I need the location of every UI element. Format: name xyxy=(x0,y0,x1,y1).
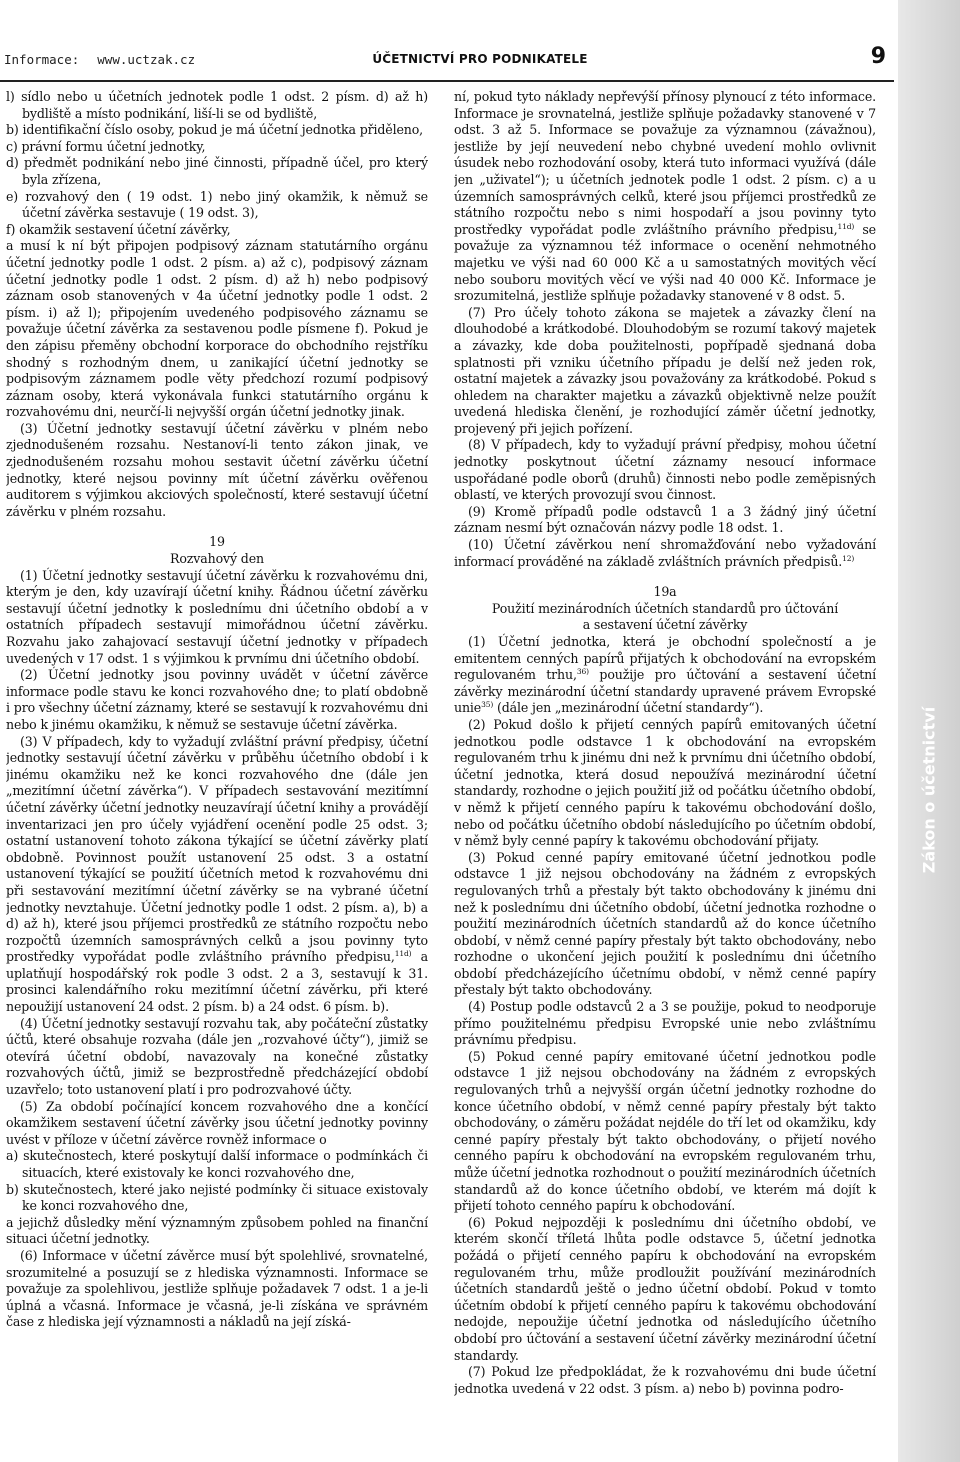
paragraph: (9) Kromě případů podle odstavců 1 a 3 žádný jiný účetní záznam nesmí být označován názvy podle 18 odst. 1. xyxy=(454,503,876,536)
info-label: Informace: xyxy=(4,52,80,67)
paragraph: d) předmět podnikání nebo jiné činnosti, případně účel, pro který byla zřízena, xyxy=(6,155,428,187)
paragraph: (8) V případech, kdy to vyžadují právní předpisy, mohou účetní jednotky poskytnout účetní záznamy nesoucí informace uspořádané podle oborů (druhů) činnosti nebo podle zeměpisných oblastí, ve kterých provozují svou činnost. xyxy=(454,437,876,503)
page-header xyxy=(0,0,960,84)
section-number: 19a xyxy=(653,584,677,600)
paragraph: (4) Postup podle odstavců 2 a 3 se použije, pokud to neodporuje přímo použitelnému předpisu Evropské unie nebo zvláštnímu právnímu předpisu. xyxy=(454,999,876,1048)
paragraph xyxy=(454,537,876,570)
text-run: se považuje za významnou též informace o ocenění nehmotného majetku ve výši nad 60 000 Kč a u samostatných movitých věcí nebo souboru movitých věcí ve výši nad 40 000 Kč. Informace je srozumitelná, jestliže splňuje požadavky stanovené v 8 odst. 5. xyxy=(454,221,876,304)
paragraph: (6) Informace v účetní závěrce musí být spolehlivé, srovnatelné, srozumitelné a posuzují se z hlediska významnosti. Informace se považuje za spolehlivou, jestliže splňuje požadavek 7 odst. 1 a je-li úplná a včasná. Informace je včasná, je-li získána ve správném čase z hlediska její významnosti a nákladů na její získá- xyxy=(6,1247,428,1330)
footnote-ref: 11d) xyxy=(394,949,412,959)
text-run: a uplatňují hospodářský rok podle 3 odst. 2 a 3, sestavují k 31. prosinci kalendářního roku mezitímní účetní závěrku, při které nepoužijí ustanovení 24 odst. 2 písm. b) a 24 odst. 6 písm. b). xyxy=(6,949,428,1015)
publication-title: ÚČETNICTVÍ PRO PODNIKATELE xyxy=(372,52,588,66)
text-run: (3) V případech, kdy to vyžadují zvláštní právní předpisy, účetní jednotky sestavují účetní závěrku v průběhu účetního období i k jinému okamžiku než ke konci rozvahového dne (dále jen „mezitímní účetní závěrka“). V případech sestavování mezitímní účetní závěrky účetní jednotky neuzavírají účetní knihy a provádějí inventarizaci jen pro účely vyjádření ocenění podle 25 odst. 3; ostatní ustanovení tohoto zákona týkající se účetní závěrky platí obdobně. Povinnost použít ustanovení 25 odst. 3 a ostatní ustanovení týkající se použití účetních metod k rozvahovému dni při sestavování mezitímní účetní závěrky se na vybrané účetní jednotky nevztahuje. Účetní jednotky podle 1 odst. 2 písm. a), b) a d) až h), které jsou příjemci prostředků ze státního rozpočtu nebo rozpočtů územních samosprávných celků a jsou povinny tyto prostředky vypořádat podle zvláštního právního předpisu, xyxy=(6,733,428,965)
page-number: 9 xyxy=(870,44,886,69)
side-tab xyxy=(898,0,960,1462)
footnote-ref: 12) xyxy=(842,553,855,563)
text-run: (1) Účetní jednotka, která je obchodní společností a je emitentem cenných papírů přijatých k obchodování na evropském regulovaném trhu, xyxy=(454,634,876,683)
text-run: (dále jen „mezinárodní účetní standardy“). xyxy=(493,700,764,716)
paragraph: b) identifikační číslo osoby, pokud je má účetní jednotka přiděleno, xyxy=(6,122,424,138)
paragraph: a jejichž důsledky mění významným způsobem pohled na finanční situaci účetní jednotky. xyxy=(6,1214,428,1247)
paragraph: (2) Účetní jednotky jsou povinny uvádět v účetní závěrce informace podle stavu ke konci rozvahového dne; to platí obdobně i pro všechny účetní záznamy, které se sestavují k rozvahovému dni nebo k jinému okamžiku, k němuž se sestavuje účetní závěrka. xyxy=(6,667,428,732)
side-tab-label: Zákon o účetnictví xyxy=(919,706,939,874)
paragraph: f) okamžik sestavení účetní závěrky, xyxy=(6,221,231,237)
paragraph xyxy=(6,734,428,1016)
section-title: Použití mezinárodních účetních standardů pro účtování xyxy=(491,600,839,616)
paragraph: e) rozvahový den ( 19 odst. 1) nebo jiný okamžik, k němuž se účetní závěrka sestavuje ( 19 odst. 3), xyxy=(6,188,428,221)
text-run: ní, pokud tyto náklady nepřevýší přínosy plynoucí z této informace. Informace je srovnatelná, jestliže splňuje požadavky stanovené v 7 odst. 3 až 5. Informace se považuje za významnou (závažnou), jestliže by její neuvedení nebo chybné uvedení mohlo ovlivnit úsudek nebo rozhodování osoby, která tuto informaci využívá (dále jen „uživatel“); u účetních jednotek podle 1 odst. 2 písm. c) a u územních samosprávných celků, které jsou příjemci prostředků ze státního rozpočtu nebo s nimi hospodaří a jsou povinny tyto prostředky vypořádat podle zvláštního právního předpisu, xyxy=(454,89,876,237)
paragraph: a) skutečnostech, které poskytují další informace o podmínkách či situacích, které existovaly ke konci rozvahového dne, xyxy=(6,1148,428,1180)
section-title: Rozvahový den xyxy=(170,551,264,567)
paragraph: (6) Pokud nejpozději k poslednímu dni účetního období, ve kterém skončí tříletá lhůta podle odstavce 5, účetní jednotka požádá o přijetí cenného papíru k obchodování na evropském regulovaném trhu, může prodloužit používání mezinárodních účetních standardů ještě o jedno účetní období. Pokud v tomto účetním období k přijetí cenného papíru k takovému obchodování nedojde, nepoužije účetní jednotka od následujícího účetního období pro účtování a sestavení účetní závěrky mezinárodní účetní standardy. xyxy=(454,1214,876,1363)
paragraph: l) sídlo nebo u účetních jednotek podle 1 odst. 2 písm. d) až h) bydliště a místo podnikání, liší-li se od bydliště, xyxy=(6,89,428,121)
text-run: použije pro účtování a sestavení účetní závěrky mezinárodní účetní standardy upravené právem Evropské unie xyxy=(454,667,876,716)
paragraph: b) skutečnostech, které jako nejisté podmínky či situace existovaly ke konci rozvahového dne, xyxy=(6,1181,428,1214)
right-column xyxy=(454,89,876,1451)
paragraph: (5) Pokud cenné papíry emitované účetní jednotkou podle odstavce 1 již nejsou obchodovány na žádném z evropských regulovaných trhů a nejvyšší orgán účetní jednotky rozhodne do konce účetního období, v němž cenné papíry přestaly být takto obchodovány, o záměru požádat nejdéle do tří let od okamžiku, kdy cenné papíry přestaly být takto obchodovány, o přijetí nového cenného papíru k obchodování na evropském regulovaném trhu, může účetní jednotka rozhodnout o použití mezinárodních účetních standardů až do konce účetního období, ve kterém má dojít k přijetí tohoto cenného papíru k obchodování. xyxy=(454,1048,876,1214)
paragraph xyxy=(454,89,876,305)
section-title: a sestavení účetní závěrky xyxy=(582,617,748,633)
footnote-ref: 11d) xyxy=(837,221,855,231)
footnote-ref: 36) xyxy=(576,667,589,676)
section-number: 19 xyxy=(209,534,225,550)
paragraph: (7) Pokud lze předpokládat, že k rozvahovému dni bude účetní jednotka uvedená v 22 odst. 3 písm. a) nebo b) povinna podro- xyxy=(454,1364,876,1396)
footnote-ref: 35) xyxy=(481,700,494,710)
paragraph: (5) Za období počínající koncem rozvahového dne a končící okamžikem sestavení účetní závěrky jsou účetní jednotky povinny uvést v příloze v účetní závěrce rovněž informace o xyxy=(6,1098,428,1147)
paragraph xyxy=(454,634,876,717)
paragraph: (1) Účetní jednotky sestavují účetní závěrku k rozvahovému dni, kterým je den, kdy uzavírají účetní knihy. Řádnou účetní závěrku sestavují účetní jednotky k poslednímu dni účetního období a v ostatních případech sestavují mimořádnou účetní závěrku. Rozvahu jako zahajovací sestavují účetní jednotky v případech uvedených v 17 odst. 1 s výjimkou k prvnímu dni účetního období. xyxy=(6,567,428,666)
header-divider xyxy=(0,80,894,82)
paragraph: (4) Účetní jednotky sestavují rozvahu tak, aby počáteční zůstatky účtů, které obsahuje rozvaha (dále jen „rozvahové účty“), jimiž se otevírá účetní období, navazovaly na konečné zůstatky rozvahových účtů, jimiž se bezprostředně předcházející období uzavřelo; toto ustanovení platí i pro podrozvahové účty. xyxy=(6,1015,428,1098)
paragraph: a musí k ní být připojen podpisový záznam statutárního orgánu účetní jednotky podle 1 odst. 2 písm. a) až c), podpisový záznam účetní jednotky podle 1 odst. 2 písm. d) až h) nebo podpisový záznam osob stanovených v 4a účetní jednotky podle 1 odst. 2 písm. i) až l); připojením uvedeného podpisového záznamu se považuje účetní závěrka za sestavenou podle písmene f). Pokud je den zápisu přeměny obchodní korporace do obchodního rejstříku shodný s rozhodným dnem, u zanikající účetní jednotky se podpisovým záznamem podle věty předchozí rozumí podpisový záznam osoby, která vykonávala funkci statutárního orgánu k rozvahovému dni, neurčí-li nejvyšší orgán účetní jednotky jinak. xyxy=(6,238,428,420)
paragraph: (2) Pokud došlo k přijetí cenných papírů emitovaných účetní jednotkou podle odstavce 1 k obchodování na evropském regulovaném trhu k jinému dni než k prvnímu dni účetního období, účetní jednotka, která dosud nepoužívá mezinárodní účetní standardy, rozhodne o jejich použití již od počátku účetního období, v němž k přijetí cenného papíru k takovému obchodování došlo, nebo od počátku účetního období následujícího po účetním období, v němž byly cenné papíry k takovému obchodování přijaty. xyxy=(454,716,876,849)
paragraph: (3) Účetní jednotky sestavují účetní závěrku v plném nebo zjednodušeném rozsahu. Nestanoví-li tento zákon jinak, ve zjednodušeném rozsahu mohou sestavit účetní závěrku účetní jednotky, které nejsou povinny mít účetní závěrku ověřenou auditorem s výjimkou akciových společností, které sestavují účetní závěrku v plném rozsahu. xyxy=(6,420,428,519)
text-run: (10) Účetní závěrkou není shromažďování nebo vyžadování informací prováděné na základě zvláštních právních předpisů. xyxy=(454,537,876,569)
paragraph: (3) Pokud cenné papíry emitované účetní jednotkou podle odstavce 1 již nejsou obchodovány na žádném z evropských regulovaných trhů a přestaly být takto obchodovány k jinému dni než k poslednímu dni účetního období, účetní jednotka rozhodne o použití mezinárodních účetních standardů až do konce účetního období, v němž cenné papíry přestaly být takto obchodovány, nebo rozhodne o ukončení jejich použití k poslednímu dni účetního období předcházejícího účetnímu období, v němž cenné papíry přestaly být takto obchodovány. xyxy=(454,849,876,998)
paragraph: c) právní formu účetní jednotky, xyxy=(6,138,206,154)
paragraph: (7) Pro účely tohoto zákona se majetek a závazky člení na dlouhodobé a krátkodobé. Dlouhodobým se rozumí takový majetek a závazky, kde doba použitelnosti, popřípadě sjednaná doba splatnosti při vzniku účetního případu je delší než jeden rok, ostatní majetek a závazky jsou považovány za krátkodobé. Pokud s ohledem na charakter majetku a závazků objektivně nelze použít uvedená hlediska členění, je rozhodující záměr účetní jednotky, projevený při jejich pořízení. xyxy=(454,304,876,436)
left-column xyxy=(6,89,428,1451)
website-link[interactable]: www.uctzak.cz xyxy=(97,52,196,67)
